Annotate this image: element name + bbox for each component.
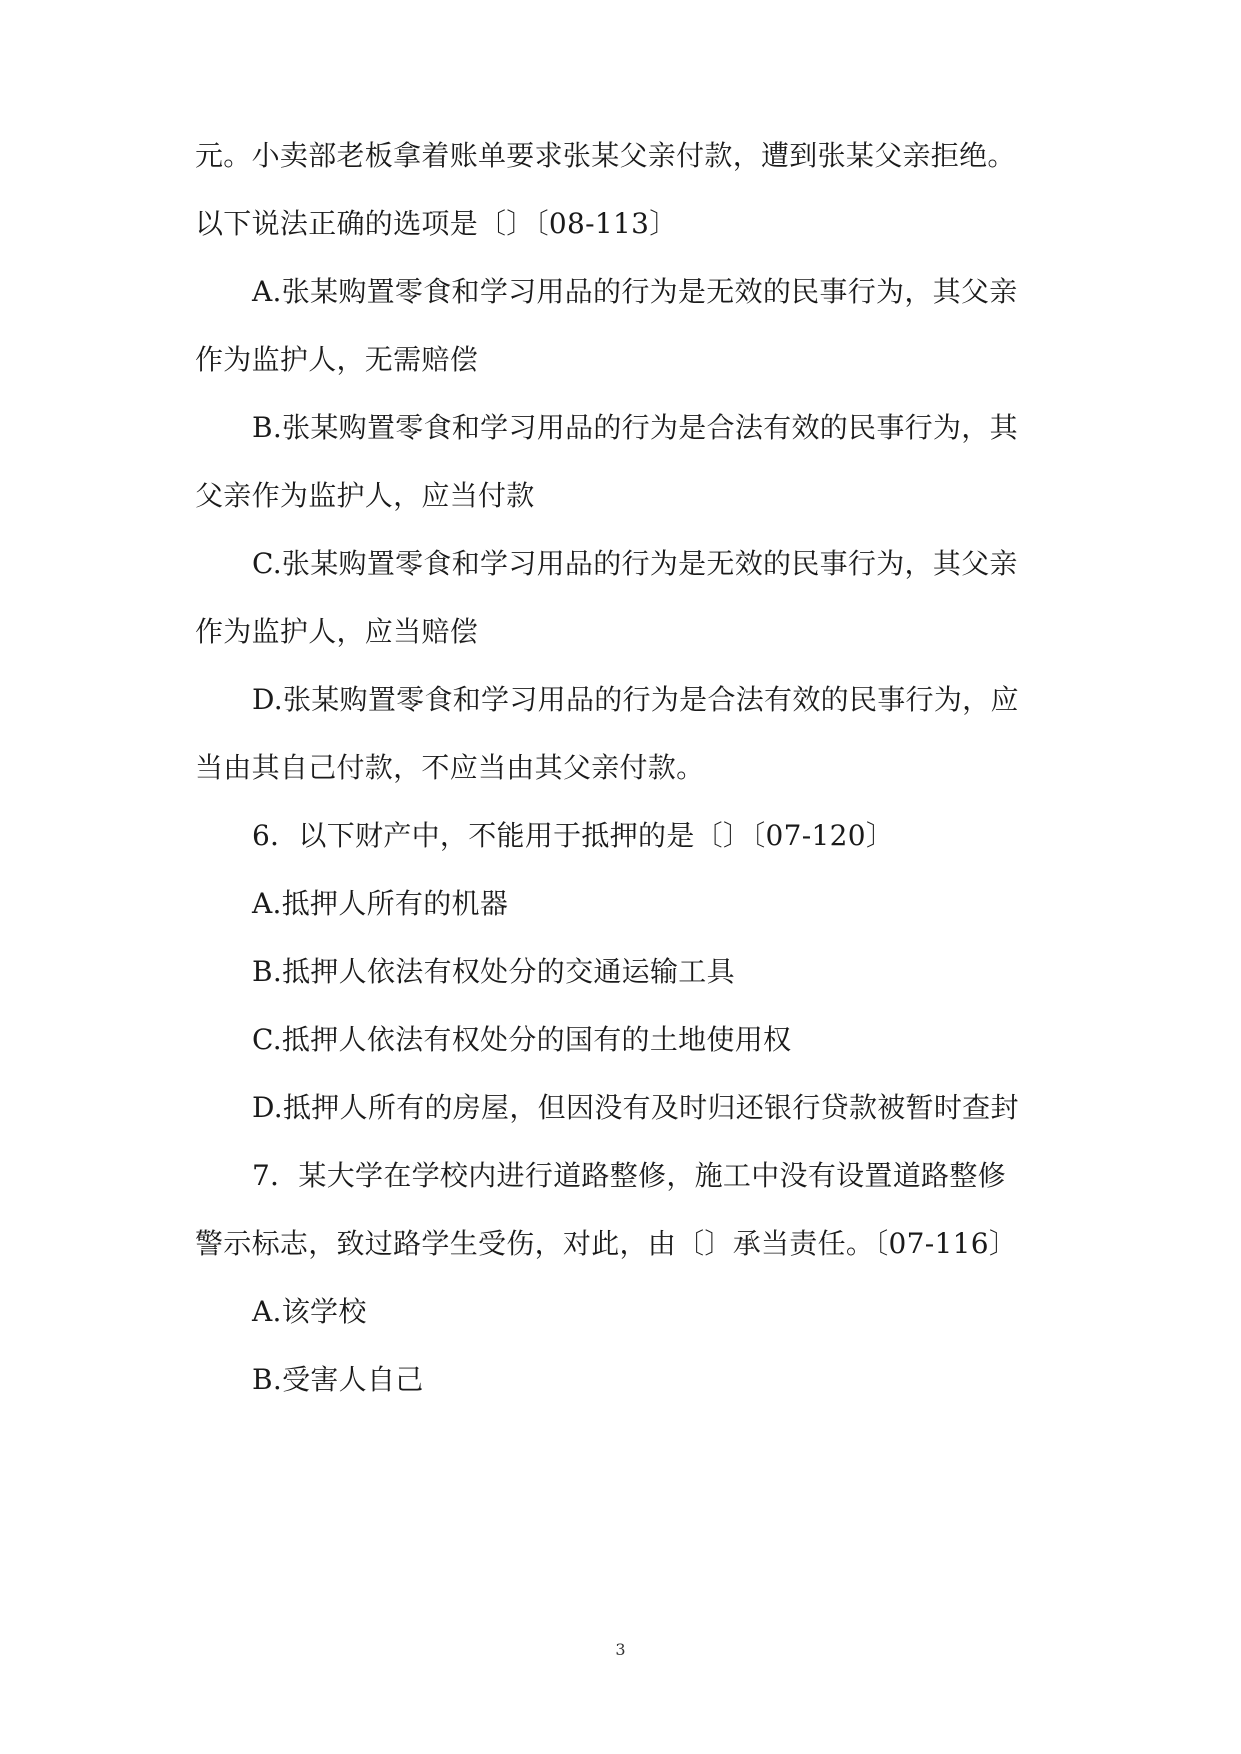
option-b-line-2: 父亲作为监护人，应当付款: [195, 479, 535, 512]
option-c-line-2: 作为监护人，应当赔偿: [195, 615, 479, 648]
option-d-line-2: 当由其自己付款，不应当由其父亲付款。: [195, 751, 705, 784]
page-number: 3: [615, 1640, 626, 1659]
option-a-line-2: 作为监护人，无需赔偿: [195, 343, 479, 376]
question-6: 6．以下财产中，不能用于抵押的是〔〕〔07-120〕: [252, 819, 895, 852]
question-6-option-d: D.抵押人所有的房屋，但因没有及时归还银行贷款被暂时查封: [252, 1091, 1019, 1124]
option-d-line-1: D.张某购置零食和学习用品的行为是合法有效的民事行为，应: [252, 683, 1019, 716]
question-7-option-a: A.该学校: [252, 1295, 367, 1328]
option-a-line-1: A.张某购置零食和学习用品的行为是无效的民事行为，其父亲: [252, 275, 1018, 308]
question-6-option-c: C.抵押人依法有权处分的国有的土地使用权: [252, 1023, 792, 1056]
option-c-line-1: C.张某购置零食和学习用品的行为是无效的民事行为，其父亲: [252, 547, 1018, 580]
question-7-line-2: 警示标志，致过路学生受伤，对此，由〔〕承当责任。〔07-116〕: [195, 1227, 1018, 1260]
question-7-option-b: B.受害人自己: [252, 1363, 424, 1396]
option-b-line-1: B.张某购置零食和学习用品的行为是合法有效的民事行为，其: [252, 411, 1018, 444]
text-line-1: 元。小卖部老板拿着账单要求张某父亲付款，遭到张某父亲拒绝。: [195, 139, 1016, 172]
text-line-2: 以下说法正确的选项是〔〕〔08-113〕: [195, 207, 678, 240]
question-6-option-a: A.抵押人所有的机器: [252, 887, 509, 920]
question-7-line-1: 7．某大学在学校内进行道路整修，施工中没有设置道路整修: [252, 1159, 1006, 1192]
question-6-option-b: B.抵押人依法有权处分的交通运输工具: [252, 955, 735, 988]
